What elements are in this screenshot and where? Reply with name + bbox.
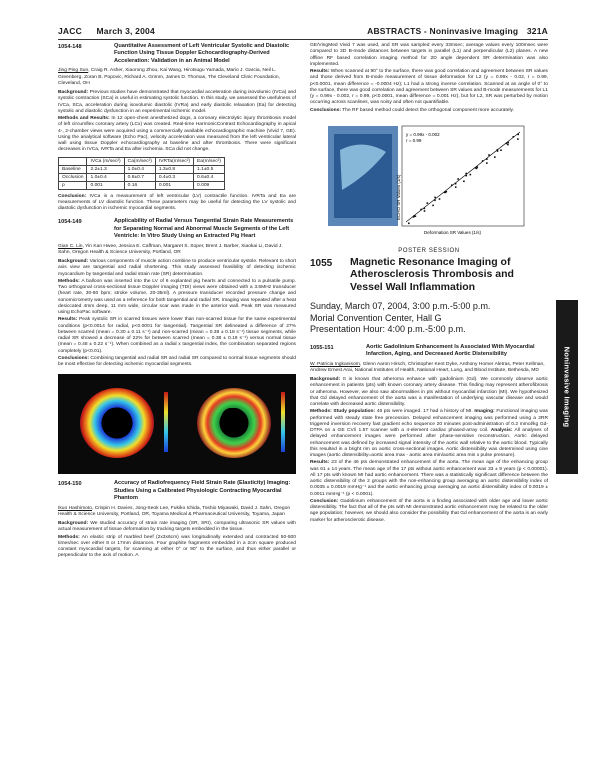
figure-svg [328, 120, 528, 240]
running-header-right [367, 26, 548, 38]
abstract-1054-148 [58, 43, 296, 212]
section-label: Conclusion: [310, 498, 339, 504]
abstract-background [58, 259, 296, 278]
abstract-1054-150 [58, 480, 296, 559]
co-authors: , Crispin H. Davies, Jong-Seok Lee, Fukiko Ichida, Toshio Miyawaki, David J. Sahn, Oregon Health & Science University, Portland, OR, Toyama Medical & Pharmaceutical University, Toyama, Japan [58, 505, 291, 517]
session-number: 1055 [310, 257, 333, 269]
table-header-row [59, 157, 225, 165]
scatter-point [497, 149, 499, 151]
right-column [310, 43, 548, 530]
table-cell: 2.2±1.3 [87, 165, 124, 173]
abstract-number: 1054-148 [58, 44, 82, 50]
section-text: 23 of the 46 pts demonstrated enhancement of the aorta. The mean age of the enhancing group was 61 ± 14 years. The mean age of the 17 pts without aortic enhancement was 33 ± 9 years (p < 0.00001). All 17 pts with known MI had aortic enhancement. There was a statistically significant difference between the aortic distensibility of the 2 groups with the non-enhancing group averaging an aortic distensibility index of 0.0035 ± 0.0019 mmHg⁻¹ and the aortic enhancing group averaging an aortic distensibility index of 0.0019 ± 0.0011 mmHg⁻¹ (p < 0.0001). [310, 460, 549, 497]
scatter-point [420, 208, 422, 210]
scatter-point [432, 204, 434, 206]
scatter-point [517, 133, 519, 135]
scatter-point [413, 215, 415, 217]
scatter-point [513, 136, 515, 138]
abstract-background [58, 90, 296, 115]
section-text: Various components of muscle action combine to produce ventricular systole. Relevant to short axis view are tangential and radial shortening. This study assessed feasibility of detecting ischemic myocardium by tangential and radial strain rate (SR) determination. [58, 259, 297, 277]
table-row [59, 165, 225, 173]
abstract-1055-151 [310, 344, 548, 524]
abstract-results [310, 460, 548, 498]
section-text: The RF based method could detect the orthogonal component more accurately. [342, 107, 514, 113]
table-cell: Baseline [59, 165, 87, 173]
section-label: Background: [58, 259, 89, 265]
scatter-point [500, 149, 502, 151]
session-title: Magnetic Resonance Imaging of Atherosclerosis Thrombosis and Vessel Wall Inflammation [350, 255, 514, 293]
scatter-point [477, 166, 479, 168]
table-cell: 1.3±0.8 [155, 165, 193, 173]
scatter-point [446, 191, 448, 193]
abstract-title: Applicability of Radial Versus Tangential Strain Rate Measurements for Separating Normal and Abnormal Muscle Segments of the Left Ventricle: In Vitro Study Using an Extracted Pig Heart [114, 218, 294, 240]
y-axis-label: ECHO SR Values (1/s) [396, 174, 401, 220]
left-column [58, 43, 296, 566]
scatter-point [457, 178, 459, 180]
author-list [58, 68, 296, 87]
abstract-methods [58, 279, 296, 317]
scatter-point [466, 175, 468, 177]
section-text: It is known that atheroma enhance with gadolinium (Gd). We commonly observe aortic enhancement in patients (pts) with known coronary artery disease. This finding may represent atherofibrosis or atheroma. However, we also saw abnormalities in pts without myocardial infarction (MI). We hypothesized that Gd delayed enhancement of the aorta was a manifestation of underlying vascular disease and would correlate with decreased aortic distensibility. [310, 377, 549, 408]
heart-image-panel [183, 382, 287, 466]
section-text: Peak systolic SR in scarred tissues were lower than non-scarred tissue for the same experimental conditions (p<0.0014 for radial, p<0.0001 for tangential). Tangential SR delineated a difference of 27% between scarred (mean = 0.30 ± 0.11 s⁻¹) and non-scarred (mean = 0.38 ± 0.18 s⁻¹) tissue segments, while radial SR showed a decrease of 22% for between scarred (mean = 0.38 ± 0.19 s⁻¹) versus normal tissue (mean = 0.48 ± 0.22 s⁻¹). When combined as a radial x tangential index, the combination separated regions completely (p<0.01). [58, 317, 296, 354]
abstract-results [58, 317, 296, 355]
table-header-cell: IVRTa(m/sec²) [155, 157, 193, 165]
table-cell: 1.1±0.5 [194, 165, 225, 173]
section-text: Previous studies have demonstrated that myocardial acceleration during isovolumic (IVCa) and systolic contraction (SCa) is useful in estimating systolic function. In this study, we assessed the usefulness of IVCa, SCa, acceleration during isovolumic diastolic (IVRa) and early diastolic relaxation (Ea) for detecting systolic and diastolic dysfunction in an experimental ischemic model. [58, 90, 297, 114]
abstract-title: Aortic Gadolinium Enhancement Is Associated With Myocardial Infarction, Aging, and Decreased Aortic Distensibility [366, 343, 535, 358]
scatter-point [507, 144, 509, 146]
section-label: Background: [310, 377, 341, 383]
correlation-figure [328, 120, 528, 240]
scatter-point [470, 174, 472, 176]
scatter-point [517, 138, 519, 140]
section-text: IVCa is a measurement of left ventricular (LV) contractile function. IVRTa and Ea are measurements of LV diastolic function. These parameters may be useful for detecting the LV systolic and diastolic dysfunction in ischemic myocardial segments. [58, 193, 296, 212]
scatter-point [455, 186, 457, 188]
session-venue: Morial Convention Center, Hall G [310, 312, 442, 323]
abstract-conclusion [58, 194, 296, 213]
scatter-point [494, 156, 496, 158]
section-text: In 12 open-chest anesthetized dogs, a coronary electrolytic injury thrombosis model of left circumflex coronary artery (LCx) was created. Real-time HarmonicContrast Echocardiography in apical 4-, 2-chamber views were acquired using a commercially available echocardiographic machine (Vivid 7, GE). Using the analytical software (Echo Pac), velocity acceleration was measured from the left ventricular lateral wall using tissue Doppler echocardiography at baseline and after thrombosis. There were significant decreases in IVCa, IVRTa and Ea after ischemia. SCa did not change. [58, 116, 297, 153]
section-label: Imaging: [474, 409, 495, 415]
abstract-number: 1054-150 [58, 481, 82, 488]
scatter-point [427, 202, 429, 204]
scatter-point [455, 183, 457, 185]
table-cell: 0.009 [194, 181, 225, 189]
abstract-number: 1054-149 [58, 219, 82, 226]
section-text: All analyses of delayed enhancement images were performed after phase-sensitive reconstruction. Aortic delayed enhancement was defined by increased signal intensity of the aortic wall relative to the aortic blood. Typically this resulted in a bright rim on aortic cross-sectional images. Aortic distensibility was determined using cine images (aortic distensibility=aortic area max - aortic area min/aortic area min x pulse pressure). [310, 428, 548, 459]
first-author: Ikuo Hashimoto [58, 505, 92, 511]
results-table [58, 157, 225, 190]
scatter-point [408, 222, 410, 224]
section-text: When scanned at 90° to the surface, there was good correlation and agreement between SR values and those derived from B-mode measurement of tissue deformation for L2 (y = 0.99x - 0.02, r = 0.99, p<0.0001, mean difference = -0.0004 Hz); L1 had a strong inverse correlation. Scanned at an angle of 0° to the surface, there was good correlation and agreement between SR values and B-mode measurements for L1 (y = 0.99x - 0.002, r = 0.99, p<0.0001, mean difference = 0.001 Hz), but for L2, SR was perturbed by motion occurring across scanlines, was noisy and often not quantifiable. [310, 69, 548, 106]
scatter-point [508, 141, 510, 143]
section-label: Results: [310, 69, 330, 74]
section-label: Study population: [333, 409, 376, 415]
header-rule [58, 39, 548, 40]
scatter-point [486, 158, 488, 160]
session-presentation-hour: Presentation Hour: 4:00 p.m.-5:00 p.m. [310, 324, 466, 335]
issue-date: March 3, 2004 [96, 26, 155, 36]
page-number: 321A [526, 26, 548, 36]
section-text: Combining tangential and radial SR and radial SR compared to normal tissue segments should be most effective for detecting ischemic myocardial segments. [58, 355, 297, 368]
table-header-cell: Ca(m/sec²) [124, 157, 155, 165]
author-list [58, 244, 296, 257]
poster-session-block [310, 248, 548, 336]
running-header-left [58, 26, 155, 38]
section-side-tab [556, 300, 578, 474]
table-cell: Occlusion [59, 173, 87, 181]
co-authors: , Craig R. Asher, Xiaorong Zhou, Kai Wang, Hirotsugu Yamada, Mario J. Garcia, Neil L. Greenberg, Zoran B. Popovic, Richard A. Grimm, James D. Thomas, The Cleveland Clinic Foundation, Cleveland, OH [58, 68, 280, 86]
abstract-1054-149 [58, 218, 296, 368]
abstract-results [310, 69, 548, 107]
table-header-cell [59, 157, 87, 165]
table-cell: p [59, 181, 87, 189]
table-row [59, 181, 225, 189]
section-label: Methods: [58, 534, 80, 540]
table-cell: 0.8±0.7 [124, 173, 155, 181]
table-cell: 0.16 [124, 181, 155, 189]
x-axis-label: Deformation SR Values (1/s) [424, 229, 481, 235]
table-cell: 1.0±0.4 [87, 173, 124, 181]
first-author: W. Patricia Ingkanisorn [310, 361, 361, 367]
abstract-number: 1055-151 [310, 344, 334, 351]
abstract-methods [310, 409, 548, 459]
abstract-title: Accuracy of Radiofrequency Field Strain Rate (Elasticity) Imaging: Studies Using a Calibrated Physiologic Contracting Myocardial Phantom [114, 480, 291, 502]
scatter-point [488, 154, 490, 156]
section-text: 46 pts were imaged. 17 had a history of MI. [376, 409, 473, 415]
author-list [58, 506, 296, 519]
scatter-point [482, 160, 484, 162]
scatter-point [434, 196, 436, 198]
color-scale-bar [164, 392, 168, 452]
scatter-point [486, 162, 488, 164]
abstract-continuation: GE/VingMed Vivid 7 was used, and SR was sampled every 33msec; average values every 100msec were compared to 2D B-mode distances between targets in parallel (L1) and perpendicular (L2) planes. A new offline RF based correlation imaging method for 2D angle dependent SR determination was also implemented. [310, 43, 548, 67]
co-authors: , Glenn Aaron Hirsch, Christopher Kent Dyke, Anthony Homer Aletras, Peter Kellman, Andrew Ernest Arai, National Institutes of Health, National Heart, Lung, and Blood Institute, Bethesda, MD [310, 361, 545, 373]
strain-rate-figure [58, 374, 296, 474]
abstract-conclusion [310, 499, 548, 524]
section-text: An elastic strip of marbled beef (2x3x6cm) was longitudinally extended and contracted 50-500 times/sec over either 8 or 17mm distances. Four graphite fragments embedded in a 2cm square produced constant myocardial targets, for scanning at either 0° or 90° to the surface, and thus either parallel or perpendicular to the axis of motion. A [58, 534, 296, 559]
section-text: Gadolinium enhancement of the aorta is a finding associated with older age and lower aortic distensibility. The fact that all of the pts with MI demonstrated aortic enhancement may be related to the older age population; however, we should also consider the possibility that Gd enhancement of the aorta is an early marker for atherosclerotic disease. [310, 498, 548, 523]
section-label: Analysis: [490, 428, 513, 434]
table-header-cell: Ea(m/sec²) [194, 157, 225, 165]
scatter-point [439, 198, 441, 200]
correlation-coefficient: r = 0.99 [406, 137, 422, 143]
first-author: Gian C. Lin [58, 243, 83, 249]
section-label: Conclusions: [310, 107, 341, 113]
section-label: Background: [58, 90, 89, 96]
regression-equation: y = 0.99x - 0.002 [406, 131, 440, 137]
session-date: Sunday, March 07, 2004, 3:00 p.m.-5:00 p.m. [310, 301, 491, 312]
table-cell: 0.4±0.3 [155, 173, 193, 181]
scatter-point [451, 184, 453, 186]
section-label: Results: [58, 317, 78, 323]
scatter-point [434, 199, 436, 201]
color-scale-bar [281, 392, 285, 452]
table-cell: 0.001 [155, 181, 193, 189]
co-authors: , Yin Kan Hwee, Jessica E. Caffman, Margaret S. Soper, Brent J. Barber, Xiaokai Li, David J. Sahn, Oregon Health & Science University, Portland, OR [58, 243, 283, 255]
author-list [310, 362, 548, 375]
section-label: Methods: [310, 409, 332, 415]
table-cell: 0.6±0.4 [194, 173, 225, 181]
table-header-cell: IVCa (m/sec²) [87, 157, 124, 165]
section-text: Functional imaging was performed with steady state free precession. Delayed enhancement imaging was performed using a 2RR triggered inversion recovery fast gradient echo sequence 20 minutes post-administration of 0.2 mmol/kg Gd-DTPA on a GE CV/i 1.5T scanner with a 4-element cardiac phased-array coil. [310, 409, 548, 434]
session-info [310, 301, 548, 336]
scatter-point [424, 207, 426, 209]
scatter-point [415, 215, 417, 217]
side-tab-label: Noninvasive Imaging [562, 346, 572, 428]
table-cell: 0.001 [87, 181, 124, 189]
journal-name: JACC [58, 26, 82, 36]
abstract-conclusion [58, 356, 296, 369]
scatter-point [465, 172, 467, 174]
abstract-background [58, 521, 296, 534]
section-label: Methods: [58, 278, 80, 284]
section-label: Conclusion: [58, 193, 87, 199]
section-label: Methods and Results: [58, 116, 110, 122]
table-cell: 1.0±0.4 [124, 165, 155, 173]
scatter-point [463, 180, 465, 182]
abstract-conclusion [310, 108, 548, 114]
section-text: We studied accuracy of strain rate imaging (SR, SRI), comparing ultrasonic SR values with actual measurement of tissue deformation by tracking targets embedded in the tissue. [58, 521, 297, 533]
abstract-methods [58, 116, 296, 154]
heart-image-panel [66, 382, 170, 466]
section-label: Results: [310, 460, 330, 466]
scatter-point [424, 210, 426, 212]
table-row [59, 173, 225, 181]
abstract-title: Quantitative Assessment of Left Ventricular Systolic and Diastolic Function Using Tissue Doppler Echocardiography-Derived Acceleration: Validation in an Animal Model [114, 43, 290, 64]
abstract-methods [58, 535, 296, 560]
section-title: ABSTRACTS - Noninvasive Imaging [367, 26, 519, 36]
session-type: POSTER SESSION [398, 247, 460, 254]
abstract-background [310, 377, 548, 408]
first-author: Jing Ping Sun [58, 68, 89, 74]
section-label: Background: [58, 521, 89, 527]
section-text: A balloon was inserted into the LV of 6 explanted pig hearts and connected to a pulsatile pump. Two orthogonal cross-sectional tissue Doppler imaging (TDI) views were obtained with a 3.5MHz transducer (heart rate, 30-60 bpm; stroke volume, 20-35ml). A pressure transducer recorded pressure change and sonomicrometry was used as a reference for both tangential and radial SR. Imaging was repeated after a heat desiccated 4mm deep, 11 mm wide, circular scar was made in the anterior wall. Peak SR was measured using EchoPac software. [58, 278, 296, 316]
section-label: Conclusions: [58, 355, 89, 361]
